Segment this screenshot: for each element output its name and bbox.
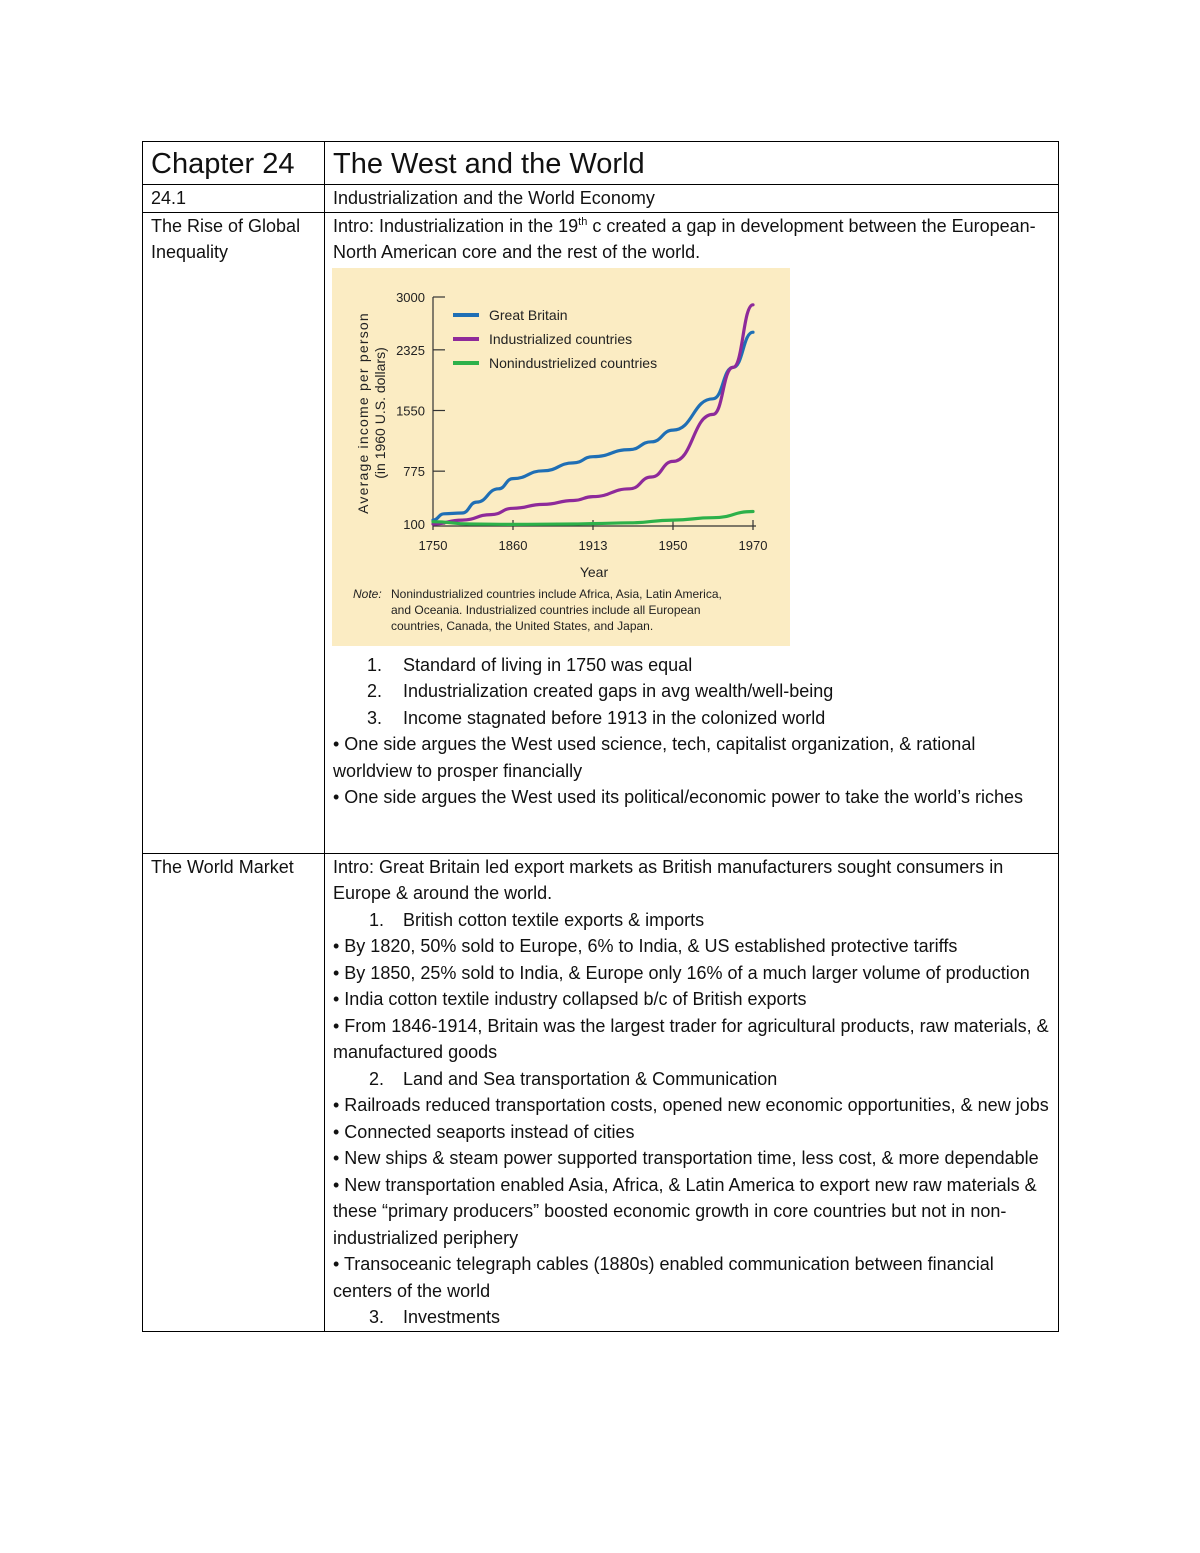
section-number: 24.1 bbox=[143, 185, 325, 213]
market-content bbox=[325, 853, 1059, 1331]
bullet-item: • By 1850, 25% sold to India, & Europe only 16% of a much larger volume of production bbox=[333, 962, 1030, 983]
bullet-item: • Transoceanic telegraph cables (1880s) enabled communication between financial centers of the world bbox=[333, 1254, 994, 1301]
rise-content bbox=[325, 212, 1059, 853]
rise-numbered-list bbox=[333, 652, 1050, 732]
x-tick-label: 1950 bbox=[658, 537, 688, 553]
bullet-item: • By 1820, 50% sold to Europe, 6% to India, & US established protective tariffs bbox=[333, 936, 958, 956]
x-tick-label: 1913 bbox=[578, 537, 608, 553]
list-text: Land and Sea transportation & Communication bbox=[403, 1068, 778, 1089]
list-item bbox=[333, 678, 1050, 705]
legend-entry: Industrialized countries bbox=[489, 330, 633, 347]
y-axis-label-line2: (in 1960 U.S. dollars) bbox=[372, 346, 388, 479]
y-tick-label: 100 bbox=[403, 516, 425, 532]
rise-intro-sup: th bbox=[578, 215, 588, 228]
rise-intro bbox=[333, 213, 1050, 266]
bullet-item: • From 1846-1914, Britain was the largest trader for agricultural products, raw materials, & manufactured goods bbox=[333, 1015, 1049, 1062]
market-label: The World Market bbox=[143, 853, 325, 1331]
chapter-title: The West and the World bbox=[325, 142, 1059, 185]
y-axis-label-line1: Average income per person bbox=[355, 311, 371, 514]
list-item bbox=[333, 652, 1050, 679]
rise-row bbox=[143, 212, 1059, 853]
list-item bbox=[333, 1304, 1050, 1331]
market-row bbox=[143, 853, 1059, 1331]
bullet-item: • Connected seaports instead of cities bbox=[333, 1121, 635, 1142]
chart-legend bbox=[453, 307, 657, 371]
legend-entry: Nonindustrielized countries bbox=[489, 354, 658, 371]
list-text: British cotton textile exports & imports bbox=[403, 909, 705, 930]
bullet-item: • Railroads reduced transportation costs, opened new economic opportunities, & new jobs bbox=[333, 1095, 1049, 1115]
chart-note-label: Note: bbox=[353, 586, 382, 601]
y-tick-label: 2325 bbox=[396, 342, 425, 358]
rise-intro-text-b: c created a gap in development between the European-North American core and the rest of the world. bbox=[333, 215, 1036, 262]
y-tick-label: 775 bbox=[403, 463, 425, 479]
list-item bbox=[333, 705, 1050, 732]
income-chart-svg bbox=[332, 268, 790, 646]
list-text: Standard of living in 1750 was equal bbox=[403, 654, 693, 675]
legend-entry: Great Britain bbox=[489, 306, 568, 323]
list-number: 2. bbox=[369, 1068, 385, 1089]
market-intro-text: Great Britain led export markets as British manufacturers sought consumers in Europe & around the world. bbox=[333, 856, 1004, 903]
rise-label: The Rise of Global Inequality bbox=[143, 212, 325, 853]
list-number: 3. bbox=[367, 707, 383, 728]
rise-intro-prefix: Intro: bbox=[333, 215, 375, 236]
list-item bbox=[333, 907, 1050, 934]
list-number: 2. bbox=[367, 681, 383, 701]
notes-table bbox=[142, 141, 1059, 1332]
chart-note-line: countries, Canada, the United States, and Japan. bbox=[391, 618, 654, 633]
section-title: Industrialization and the World Economy bbox=[325, 185, 1059, 213]
list-number: 1. bbox=[369, 909, 385, 930]
chart-note bbox=[353, 587, 722, 633]
series-line bbox=[433, 511, 753, 524]
x-tick-label: 1970 bbox=[738, 537, 768, 553]
bullet-item: • New ships & steam power supported transportation time, less cost, & more dependable bbox=[333, 1148, 1039, 1168]
market-intro-prefix: Intro: bbox=[333, 856, 375, 877]
chart-note-line: and Oceania. Industrialized countries include all European bbox=[391, 602, 701, 617]
y-tick-label: 3000 bbox=[396, 289, 425, 305]
bullet-item: • One side argues the West used science, tech, capitalist organization, & rational worldview to prosper financially bbox=[333, 734, 976, 781]
section-row bbox=[143, 185, 1059, 213]
list-item bbox=[333, 1066, 1050, 1093]
list-text: Investments bbox=[403, 1307, 501, 1327]
bullet-item: • India cotton textile industry collapsed b/c of British exports bbox=[333, 989, 807, 1009]
list-text: Income stagnated before 1913 in the colonized world bbox=[403, 707, 826, 728]
x-axis-label: Year bbox=[579, 563, 609, 580]
x-tick-label: 1750 bbox=[418, 537, 448, 553]
y-axis-label bbox=[355, 312, 388, 514]
list-text: Industrialization created gaps in avg wealth/well-being bbox=[403, 681, 834, 701]
x-tick-label: 1860 bbox=[498, 537, 528, 553]
list-number: 3. bbox=[369, 1307, 385, 1327]
income-chart bbox=[332, 268, 790, 646]
chapter-number: Chapter 24 bbox=[143, 142, 325, 185]
list-number: 1. bbox=[367, 654, 383, 675]
chapter-row bbox=[143, 142, 1059, 185]
chart-note-line: Nonindustrialized countries include Africa, Asia, Latin America, bbox=[391, 586, 722, 601]
bullet-item: • One side argues the West used its political/economic power to take the world’s riches bbox=[333, 787, 1023, 807]
bullet-item: • New transportation enabled Asia, Africa, & Latin America to export new raw materials & these “primary producers” boosted economic growth in core countries but not in non- industrialized periphery bbox=[333, 1174, 1037, 1248]
rise-intro-text-a: Industrialization in the 19 bbox=[374, 215, 579, 236]
market-intro bbox=[333, 854, 1050, 907]
market-items bbox=[333, 907, 1050, 1331]
y-tick-label: 1550 bbox=[396, 403, 425, 418]
